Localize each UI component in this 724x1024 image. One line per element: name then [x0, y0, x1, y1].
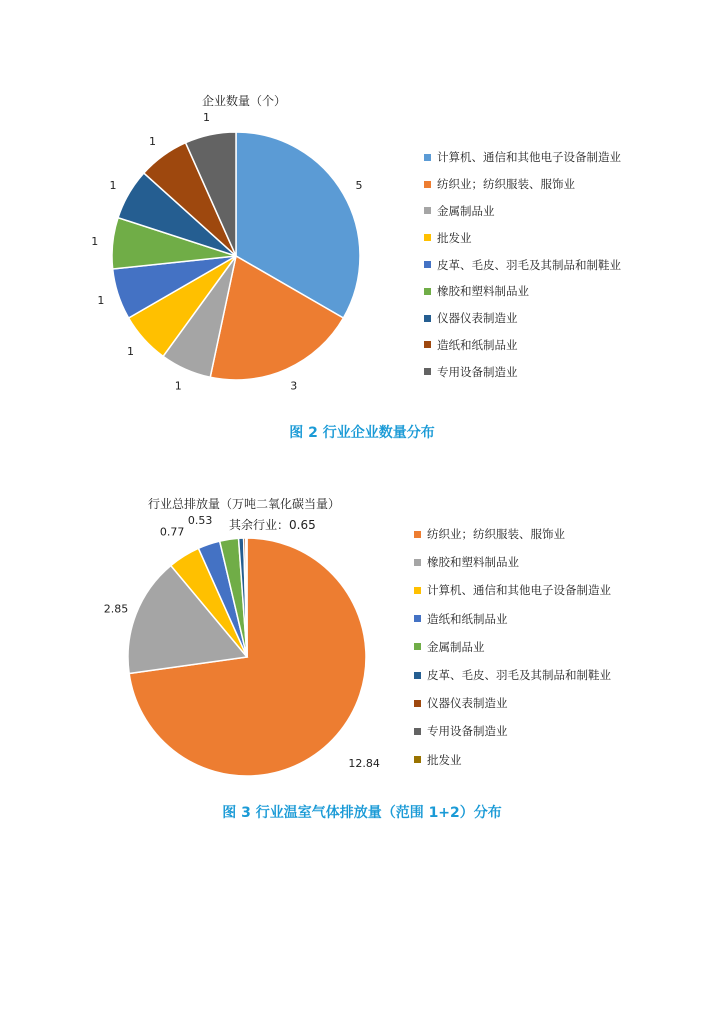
legend-label: 造纸和纸制品业	[427, 611, 508, 626]
legend-swatch	[414, 672, 421, 679]
legend-item	[414, 576, 611, 604]
legend-label: 纺织业；纺织服装、服饰业	[427, 527, 565, 542]
legend-swatch	[424, 234, 431, 241]
legend-item	[414, 689, 611, 717]
legend-item	[424, 171, 621, 198]
legend-label: 批发业	[427, 752, 462, 767]
legend-item	[424, 332, 621, 359]
legend-label: 专用设备制造业	[437, 364, 518, 379]
legend-item	[424, 305, 621, 332]
legend-label: 计算机、通信和其他电子设备制造业	[427, 583, 611, 598]
data-label: 1	[91, 235, 99, 249]
legend-swatch	[424, 288, 431, 295]
legend-swatch	[424, 315, 431, 322]
legend-swatch	[424, 261, 431, 268]
legend-item	[414, 605, 611, 633]
legend-item	[424, 251, 621, 278]
legend-swatch	[424, 181, 431, 188]
legend-swatch	[414, 531, 421, 538]
legend-swatch	[414, 643, 421, 650]
legend-swatch	[414, 587, 421, 594]
legend	[424, 144, 621, 385]
data-label: 1	[203, 111, 210, 125]
legend-label: 批发业	[437, 230, 472, 245]
legend-label: 橡胶和塑料制品业	[437, 284, 529, 299]
data-label: 1	[174, 379, 182, 393]
data-label: 2.85	[103, 602, 129, 616]
legend-item	[414, 548, 611, 576]
figure-caption: 图 2 行业企业数量分布	[289, 425, 435, 441]
legend-label: 仪器仪表制造业	[437, 311, 518, 326]
data-label: 1	[97, 293, 105, 307]
legend-label: 金属制品业	[427, 639, 485, 654]
legend-swatch	[424, 207, 431, 214]
legend-swatch	[414, 559, 421, 566]
legend-label: 专用设备制造业	[427, 724, 508, 739]
legend-swatch	[424, 368, 431, 375]
pie-svg	[0, 490, 724, 790]
pie-chart-emissions	[0, 490, 724, 790]
legend-label: 仪器仪表制造业	[427, 696, 508, 711]
legend-item	[414, 717, 611, 745]
legend-item	[424, 198, 621, 225]
legend-label: 纺织业；纺织服装、服饰业	[437, 177, 575, 192]
data-label: 5	[355, 179, 363, 192]
legend-item	[424, 358, 621, 385]
figure-caption: 图 3 行业温室气体排放量（范围 1+2）分布	[222, 805, 502, 821]
data-label: 0.53	[187, 514, 213, 528]
data-label: 1	[109, 179, 117, 192]
legend-label: 皮革、毛皮、羽毛及其制品和制鞋业	[427, 668, 611, 683]
legend-item	[424, 278, 621, 305]
legend-swatch	[424, 154, 431, 161]
legend-swatch	[414, 700, 421, 707]
chart-title: 行业总排放量（万吨二氧化碳当量）	[148, 497, 341, 511]
data-label: 0.77	[159, 525, 185, 539]
legend-swatch	[414, 615, 421, 622]
pie-chart-enterprise-count	[0, 80, 724, 400]
legend-item	[424, 224, 621, 251]
chart-title: 企业数量（个）	[202, 94, 287, 108]
legend-swatch	[424, 341, 431, 348]
legend-item	[414, 520, 611, 548]
legend-swatch	[414, 756, 421, 763]
legend-label: 金属制品业	[437, 203, 495, 218]
legend-label: 皮革、毛皮、羽毛及其制品和制鞋业	[437, 257, 621, 272]
data-label: 12.84	[348, 756, 380, 770]
legend-swatch	[414, 728, 421, 735]
legend-item	[424, 144, 621, 171]
legend-item	[414, 633, 611, 661]
legend-label: 计算机、通信和其他电子设备制造业	[437, 150, 621, 165]
legend-item	[414, 746, 611, 774]
data-label: 1	[127, 345, 134, 358]
data-label: 1	[149, 135, 156, 149]
legend	[414, 520, 611, 774]
other-industries-label: 其余行业：0.65	[229, 518, 316, 532]
legend-item	[414, 661, 611, 689]
legend-label: 造纸和纸制品业	[437, 337, 518, 352]
legend-label: 橡胶和塑料制品业	[427, 555, 519, 570]
data-label: 3	[290, 379, 298, 393]
